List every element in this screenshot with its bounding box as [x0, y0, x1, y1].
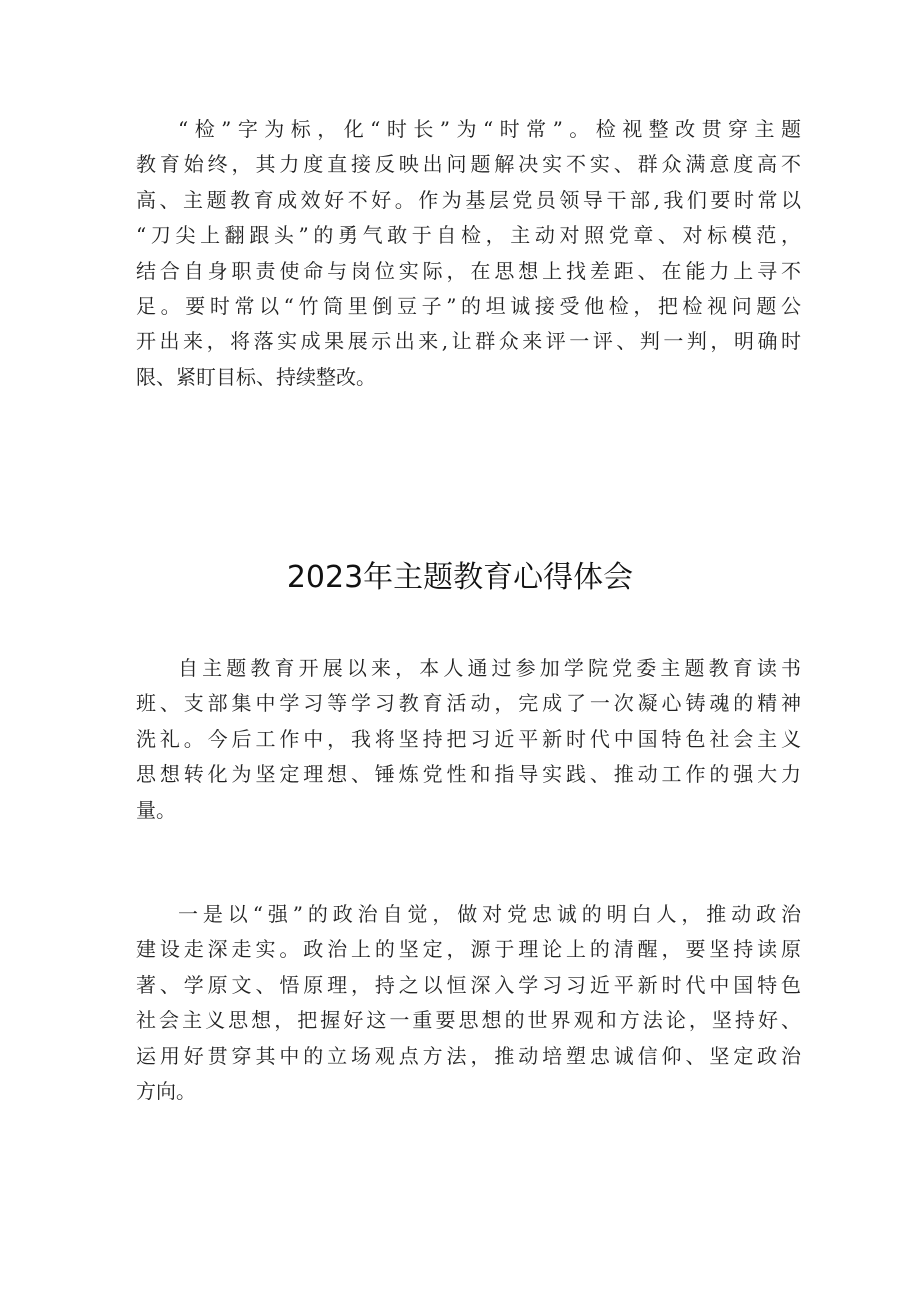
- text-line: 高、主题教育成效好不好。作为基层党员领导干部,我们要时常以: [136, 187, 801, 212]
- text-line: 建设走深走实。政治上的坚定，源于理论上的清醒，要坚持读原: [136, 937, 801, 962]
- text-line: 自主题教育开展以来，本人通过参加学院党委主题教育读书: [178, 656, 801, 680]
- text-line: 班、支部集中学习等学习教育活动，完成了一次凝心铸魂的精神: [136, 691, 801, 716]
- text-line: 结合自身职责使命与岗位实际，在思想上找差距、在能力上寻不: [136, 258, 801, 283]
- text-line: “检”字为标，化“时长”为“时常”。检视整改贯穿主题: [178, 117, 801, 141]
- text-line: 方向。: [136, 1078, 196, 1103]
- text-line: 教育始终，其力度直接反映出问题解决实不实、群众满意度高不: [136, 152, 801, 177]
- text-line: 足。要时常以“竹筒里倒豆子”的坦诚接受他检，把检视问题公: [136, 293, 801, 318]
- text-line: 思想转化为坚定理想、锤炼党性和指导实践、推动工作的强大力: [136, 762, 801, 787]
- text-line: “刀尖上翻跟头”的勇气敢于自检，主动对照党章、对标模范，: [136, 223, 801, 248]
- paragraph-intro: [136, 651, 801, 828]
- text-line: 限、紧盯目标、持续整改。: [136, 364, 376, 389]
- text-line: 量。: [136, 797, 176, 822]
- text-line: 一是以“强”的政治自觉，做对党忠诚的明白人，推动政治: [178, 902, 801, 926]
- paragraph-inspection: [136, 112, 801, 395]
- paragraph-point-one: [136, 897, 801, 1109]
- text-line: 社会主义思想，把握好这一重要思想的世界观和方法论，坚持好、: [136, 1008, 801, 1033]
- document-title: 2023年主题教育心得体会: [286, 560, 634, 595]
- text-line: 洗礼。今后工作中，我将坚持把习近平新时代中国特色社会主义: [136, 726, 801, 751]
- text-line: 运用好贯穿其中的立场观点方法，推动培塑忠诚信仰、坚定政治: [136, 1043, 801, 1068]
- text-line: 开出来，将落实成果展示出来,让群众来评一评、判一判，明确时: [136, 329, 801, 354]
- text-line: 著、学原文、悟原理，持之以恒深入学习习近平新时代中国特色: [136, 972, 801, 997]
